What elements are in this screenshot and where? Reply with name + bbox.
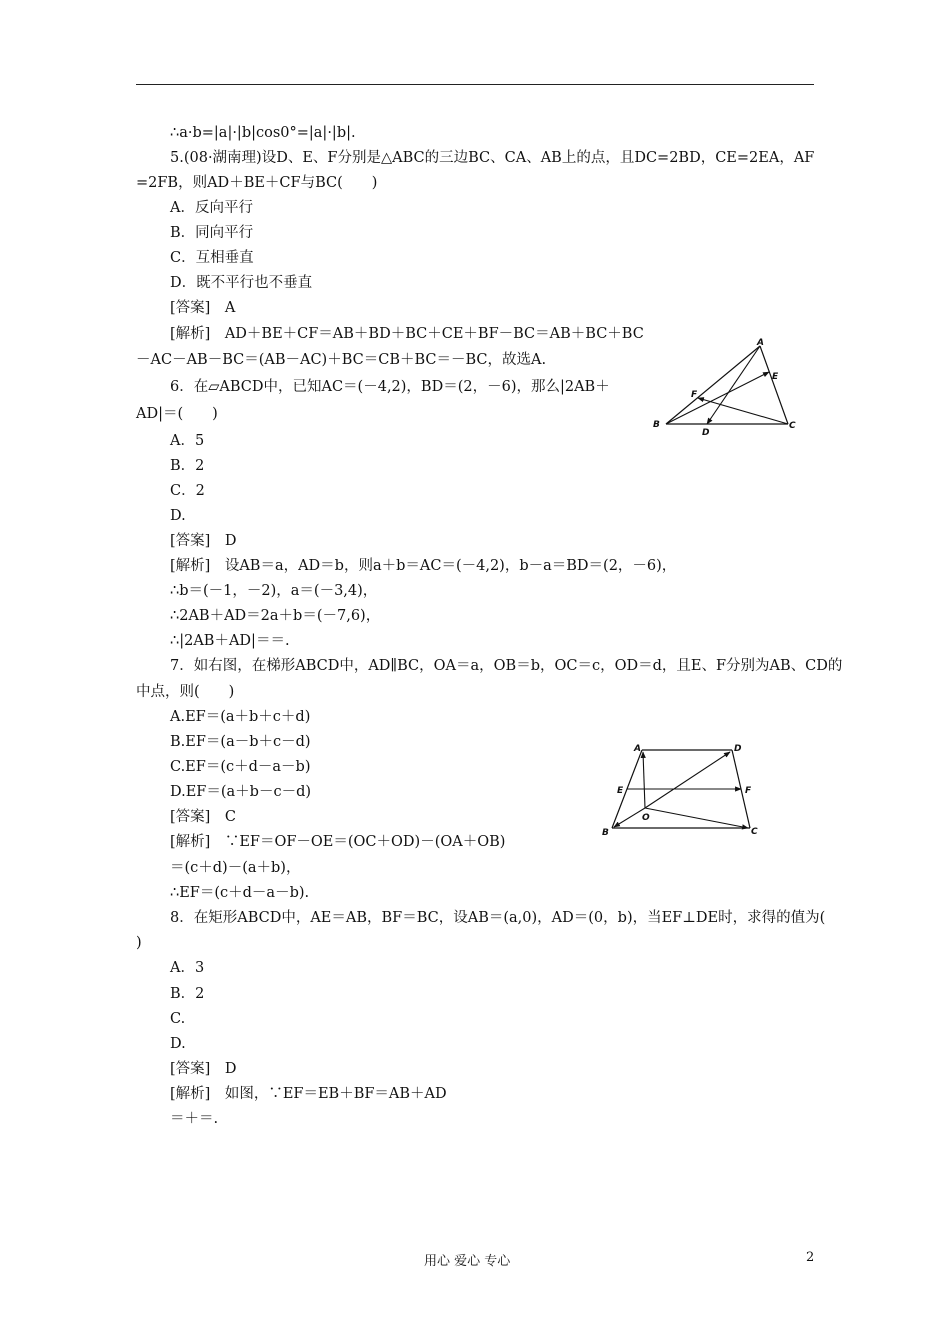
label-o: O — [642, 813, 650, 823]
label-c: C — [789, 421, 796, 431]
label-b: B — [602, 828, 609, 838]
text-line: C．2 — [170, 483, 205, 499]
text-line: ＝＋＝. — [170, 1111, 219, 1127]
vector-be — [666, 372, 769, 424]
header-rule — [136, 84, 814, 85]
text-line: B．2 — [170, 986, 205, 1002]
text-line: ∴2AB＋AD＝2a＋b＝(－7,6)， — [170, 608, 381, 624]
text-line: ＝(c＋d)－(a＋b)， — [170, 860, 301, 876]
text-line: [解析] AD＋BE＋CF＝AB＋BD＋BC＋CE＋BF－BC＝AB＋BC＋BC — [170, 326, 644, 342]
label-f: F — [745, 786, 752, 796]
text-line: B.EF＝(a－b＋c－d) — [170, 734, 311, 750]
text-line: ∴EF＝(c＋d－a－b). — [170, 885, 310, 901]
text-line: A.EF＝(a＋b＋c＋d) — [170, 709, 311, 725]
label-e: E — [772, 372, 779, 382]
text-line: D．既不平行也不垂直 — [170, 275, 313, 291]
text-line: ) — [136, 935, 142, 951]
text-line: A．3 — [170, 960, 205, 976]
text-line: ∴b＝(－1，－2)，a＝(－3,4)， — [170, 583, 378, 599]
vector-oc — [645, 808, 748, 828]
text-line: D. — [170, 1036, 186, 1052]
text-line: 中点，则( ) — [136, 684, 235, 700]
text-line: C. — [170, 1011, 186, 1027]
label-f: F — [691, 390, 698, 400]
text-line: D.EF＝(a＋b－c－d) — [170, 784, 312, 800]
text-line: 5.(08·湖南理)设D、E、F分别是△ABC的三边BC、CA、AB上的点，且DC=2BD，CE=2EA，AF — [170, 150, 815, 166]
vector-ad — [707, 346, 760, 424]
text-line: C．互相垂直 — [170, 250, 254, 266]
label-b: B — [653, 420, 660, 430]
trapezoid-figure — [600, 740, 766, 840]
label-a: A — [757, 338, 764, 348]
label-d: D — [734, 744, 742, 754]
text-line: B．同向平行 — [170, 225, 254, 241]
label-a: A — [634, 744, 641, 754]
text-line: ∴|2AB＋AD|＝＝. — [170, 633, 290, 649]
text-line: －AC－AB－BC＝(AB－AC)＋BC＝CB＋BC＝－BC，故选A. — [136, 352, 547, 368]
page-number: 2 — [806, 1250, 815, 1265]
vector-cf — [698, 398, 788, 424]
vector-od — [645, 752, 730, 808]
text-line: 7．如右图，在梯形ABCD中，AD∥BC，OA＝a，OB＝b，OC＝c，OD＝d，且E、F分别为AB、CD的 — [170, 658, 843, 674]
label-d: D — [702, 428, 710, 438]
text-line: [答案] D — [170, 533, 237, 549]
text-line: [解析] 设AB＝a，AD＝b，则a＋b＝AC＝(－4,2)，b－a＝BD＝(2，－6)， — [170, 558, 677, 574]
footer-slogan: 用心 爱心 专心 — [424, 1254, 511, 1269]
text-line: B．2 — [170, 458, 205, 474]
text-line: A．反向平行 — [170, 200, 253, 216]
text-line: [答案] C — [170, 809, 236, 825]
text-line: D. — [170, 508, 186, 524]
text-line: AD|＝( ) — [136, 406, 218, 422]
label-c: C — [751, 827, 758, 837]
segment-ac — [760, 346, 788, 424]
text-line: [解析] ∵EF＝OF－OE＝(OC＋OD)－(OA＋OB) — [170, 834, 506, 850]
text-line: [解析] 如图，∵EF＝EB＋BF＝AB＋AD — [170, 1086, 447, 1102]
vector-oa — [643, 752, 645, 808]
text-line: [答案] D — [170, 1061, 237, 1077]
text-line: 6．在▱ABCD中，已知AC＝(－4,2)，BD＝(2，－6)，那么|2AB＋ — [170, 379, 610, 395]
text-line: ∴a·b=|a|·|b|cos0°=|a|·|b|. — [170, 125, 356, 141]
text-line: C.EF＝(c＋d－a－b) — [170, 759, 311, 775]
triangle-figure — [648, 336, 808, 440]
text-line: =2FB，则AD＋BE＋CF与BC( ) — [136, 175, 378, 191]
text-line: [答案] A — [170, 300, 236, 316]
label-e: E — [617, 786, 624, 796]
text-line: A．5 — [170, 433, 205, 449]
text-line: 8．在矩形ABCD中，AE＝AB，BF＝BC，设AB＝(a,0)，AD＝(0，b)，当EF⊥DE时，求得的值为( — [170, 910, 826, 926]
